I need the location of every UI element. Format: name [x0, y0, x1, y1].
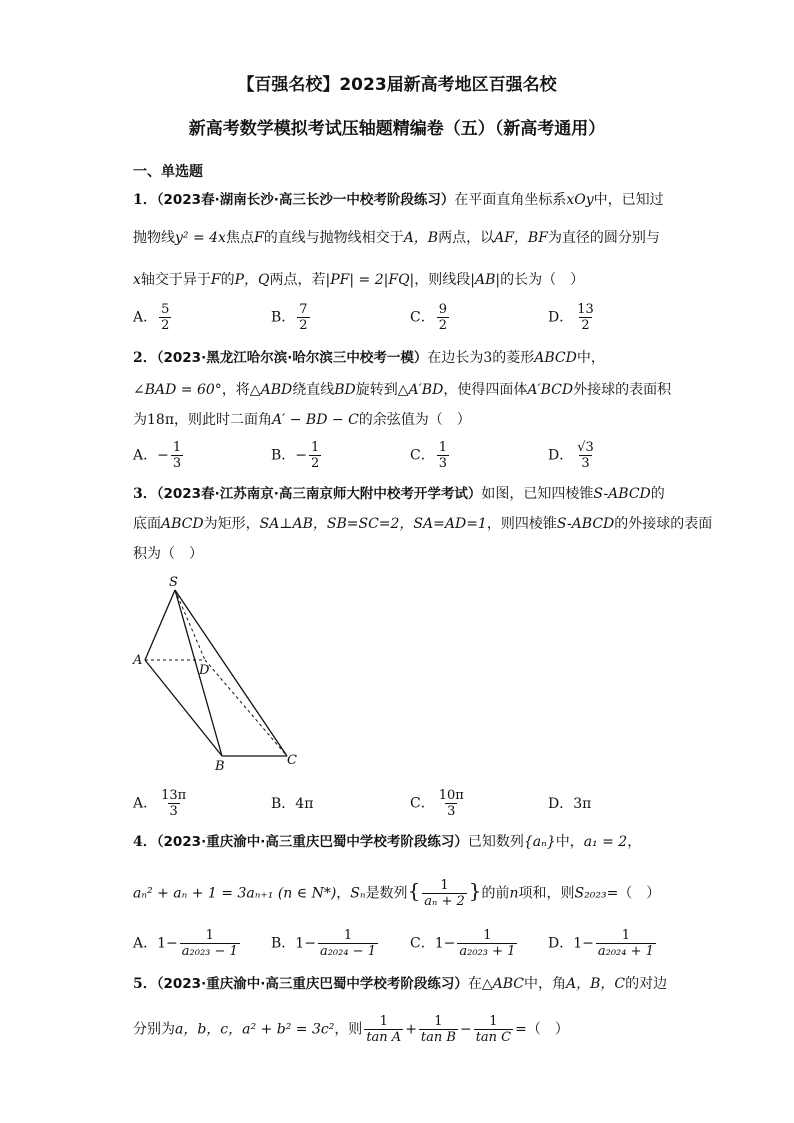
q2-math: ABCD	[534, 350, 577, 366]
fraction-denominator: aₙ + 2	[424, 894, 465, 909]
fraction-denominator: 2	[311, 456, 320, 471]
q5-fraction-c	[474, 1014, 513, 1045]
fraction-numerator: 1	[343, 928, 353, 943]
q5-text: 在△	[467, 976, 493, 992]
q2-math: A′ − BD − C	[272, 412, 359, 428]
q5-text: 中，角	[524, 976, 566, 992]
q1-option-c[interactable]	[410, 302, 451, 333]
q2-text: 为	[133, 412, 147, 428]
option-fraction	[575, 440, 596, 471]
q3-option-c[interactable]	[410, 788, 468, 819]
option-label: C．	[410, 795, 435, 812]
q2-line1	[133, 348, 605, 368]
option-fraction	[437, 440, 449, 471]
option-label: A．	[133, 447, 158, 464]
q4-text: 的前	[481, 885, 510, 902]
option-label: B．	[271, 935, 296, 952]
option-fraction	[159, 302, 171, 333]
q4-option-c[interactable]	[410, 928, 519, 959]
fraction-numerator: 1	[438, 440, 447, 455]
q2-line3	[133, 410, 471, 430]
q4-text: 项和，则	[518, 885, 575, 902]
vertex-label-S: S	[169, 575, 178, 590]
q4-math: n	[509, 885, 519, 902]
q1-line1	[133, 190, 664, 210]
q1-math: |AB|	[470, 272, 501, 288]
fraction-denominator: 2	[299, 318, 308, 333]
option-label: C．	[410, 935, 435, 952]
q2-line2	[133, 380, 671, 400]
q4-math: Sₙ	[350, 885, 366, 902]
q5-math: a² + b² = 3c²	[242, 1021, 335, 1038]
q3-math: S-ABCD	[593, 486, 651, 502]
fraction-denominator: tan A	[366, 1030, 402, 1045]
q2-text: 的菱形	[492, 350, 535, 366]
option-label: B．	[271, 309, 296, 326]
fraction-denominator: 3	[172, 456, 182, 471]
vertex-label-A: A	[133, 653, 143, 668]
q1-math: A，B	[403, 230, 439, 246]
q2-option-b[interactable]	[271, 440, 323, 471]
q5-text: 的对边	[625, 976, 668, 992]
q2-option-d[interactable]	[548, 440, 598, 471]
q1-text: 的长为（ ）	[500, 272, 585, 288]
q4-math: a₁ = 2	[583, 834, 628, 850]
q3-text: 为矩形，	[203, 516, 260, 532]
q2-text: 的余弦值为（ ）	[358, 412, 471, 428]
fraction-denominator: tan B	[420, 1030, 456, 1045]
q1-text: 中，已知过	[593, 192, 664, 208]
q2-math: ABD	[260, 382, 293, 398]
option-prefix: 1−	[434, 935, 456, 952]
q1-text: ，则线段	[414, 272, 471, 288]
option-prefix: 1−	[295, 935, 316, 952]
q5-fraction-a	[364, 1014, 403, 1045]
q2-math: 18π	[147, 412, 175, 428]
q3-line1	[133, 484, 665, 504]
fraction-denominator: 3	[169, 804, 178, 819]
plus-sign: +	[405, 1021, 417, 1038]
option-sign: −	[157, 447, 169, 464]
q5-text: ，则	[334, 1021, 363, 1038]
q1-option-a[interactable]	[133, 302, 173, 333]
option-fraction	[318, 928, 378, 959]
edge-SC	[175, 590, 287, 756]
fraction-numerator: √3	[577, 440, 594, 455]
q2-option-a[interactable]	[133, 440, 185, 471]
q1-text: 的	[220, 272, 235, 288]
brace: }	[468, 878, 482, 903]
edge-SD-hidden	[175, 590, 205, 660]
fraction-numerator: 1	[311, 440, 320, 455]
q5-math: A，B，C	[566, 976, 626, 992]
q4-math: aₙ² + aₙ + 1 = 3aₙ₊₁ (n ∈ N*)	[133, 885, 337, 902]
option-value: 4π	[295, 796, 314, 812]
q1-option-b[interactable]	[271, 302, 312, 333]
option-fraction	[309, 440, 321, 471]
fraction-numerator: 13	[577, 302, 594, 317]
option-prefix: 1−	[573, 935, 594, 952]
fraction-numerator: 9	[438, 302, 447, 317]
q3-number: 3．	[133, 486, 157, 502]
fraction-denominator: tan C	[475, 1030, 512, 1045]
q4-math: S₂₀₂₃	[574, 885, 607, 902]
q3-option-d[interactable]	[548, 794, 591, 814]
fraction-numerator: 13π	[161, 788, 187, 803]
option-label: C．	[410, 309, 435, 326]
q3-math: S-ABCD	[556, 516, 615, 532]
fraction-denominator: a₂₀₂₄ − 1	[319, 944, 376, 959]
q5-text: 分别为	[133, 1021, 175, 1038]
q4-option-a[interactable]	[133, 928, 242, 959]
q4-source: （2023·重庆渝中·高三重庆巴蜀中学校考阶段练习）	[156, 834, 468, 850]
option-value: 3π	[573, 796, 592, 812]
vertex-label-D: D	[199, 663, 210, 678]
q1-text: 轴交于异于	[140, 272, 211, 288]
q4-option-d[interactable]	[548, 928, 658, 959]
q4-line1	[133, 832, 641, 852]
q4-text: 是数列	[365, 885, 408, 902]
q1-text: 抛物线	[133, 230, 175, 246]
fraction-denominator: 3	[447, 804, 456, 819]
q3-source: （2023春·江苏南京·高三南京师大附中校考开学考试）	[156, 486, 482, 502]
q2-text: 外接球的表面积	[573, 382, 672, 398]
q4-fraction	[422, 878, 466, 909]
q3-math: SA⊥AB，SB=SC=2，SA=AD=1	[259, 516, 487, 532]
q4-line2	[133, 878, 660, 909]
q1-math: F	[253, 230, 264, 246]
option-label: D．	[548, 796, 574, 812]
q5-fraction-b	[419, 1014, 458, 1045]
q3-text: 如图，已知四棱锥	[481, 486, 594, 502]
q1-text: 两点，若	[269, 272, 326, 288]
q2-math: A′BD	[408, 382, 444, 398]
q3-text: 的	[650, 486, 665, 502]
q1-option-d[interactable]	[548, 302, 598, 333]
option-fraction	[297, 302, 309, 333]
q1-math: y² = 4x	[175, 230, 226, 246]
q4-math: {aₙ}	[523, 834, 556, 850]
q2-text: 在边长为	[427, 350, 484, 366]
q1-text: 两点，以	[438, 230, 495, 246]
q2-math: 3	[483, 350, 493, 366]
option-prefix: 1−	[157, 935, 178, 952]
q2-math: ∠BAD = 60°	[133, 382, 222, 398]
minus-sign: −	[459, 1021, 472, 1038]
option-label: C．	[410, 447, 435, 464]
fraction-denominator: a₂₀₂₃ + 1	[459, 944, 516, 959]
option-fraction	[575, 302, 596, 333]
section-heading: 一、单选题	[133, 164, 203, 180]
q2-option-c[interactable]	[410, 440, 451, 471]
q4-text: =（ ）	[606, 885, 661, 902]
fraction-numerator: 1	[379, 1014, 388, 1029]
q3-text: 底面	[133, 516, 161, 532]
q3-option-a[interactable]	[133, 788, 190, 819]
q3-line3: 积为（ ）	[133, 546, 203, 562]
q1-math: xOy	[566, 192, 594, 208]
q1-math: BF	[527, 230, 548, 246]
fraction-denominator: 3	[581, 456, 590, 471]
fraction-numerator: 1	[483, 928, 492, 943]
q5-line2	[133, 1014, 569, 1045]
option-label: D．	[548, 447, 574, 464]
q4-option-b[interactable]	[271, 928, 380, 959]
q4-number: 4．	[133, 834, 157, 850]
q2-source: （2023·黑龙江哈尔滨·哈尔滨三中校考一模）	[156, 350, 428, 366]
q1-source: （2023春·湖南长沙·高三长沙一中校考阶段练习）	[156, 192, 455, 208]
option-label: B．	[271, 796, 296, 812]
option-fraction	[437, 302, 449, 333]
q2-text: ，使得四面体	[443, 382, 528, 398]
pyramid-figure	[125, 574, 310, 774]
option-label: A．	[133, 795, 158, 812]
fraction-numerator: 1	[489, 1014, 498, 1029]
fraction-numerator: 1	[205, 928, 214, 943]
fraction-denominator: a₂₀₂₄ + 1	[597, 944, 654, 959]
q2-text: 旋转到△	[355, 382, 409, 398]
q1-number: 1．	[133, 192, 157, 208]
q1-math: F	[210, 272, 221, 288]
fraction-denominator: a₂₀₂₃ − 1	[181, 944, 238, 959]
q2-text: ，将△	[221, 382, 261, 398]
brace: {	[407, 878, 421, 903]
q5-math: ABC	[492, 976, 524, 992]
q3-math: ABCD	[161, 516, 204, 532]
option-label: A．	[133, 935, 158, 952]
vertex-label-B: B	[215, 759, 225, 774]
q5-number: 5．	[133, 976, 157, 992]
fraction-numerator: 7	[299, 302, 308, 317]
q4-text: ，	[627, 834, 642, 850]
q1-text: 焦点	[225, 230, 254, 246]
q5-source: （2023·重庆渝中·高三重庆巴蜀中学校考阶段练习）	[156, 976, 468, 992]
fraction-numerator: 1	[440, 878, 449, 893]
fraction-denominator: 3	[438, 456, 447, 471]
q3-text: 的外接球的表面	[614, 516, 713, 532]
option-label: A．	[133, 309, 158, 326]
edge-AB	[145, 660, 222, 756]
option-sign: −	[295, 447, 308, 464]
q4-text: 中，	[555, 834, 584, 850]
option-fraction	[457, 928, 517, 959]
q1-math: P，Q	[234, 272, 270, 288]
q2-text: 中，	[576, 350, 605, 366]
option-fraction	[180, 928, 240, 959]
q4-text: ，	[336, 885, 351, 902]
vertex-label-C: C	[287, 753, 297, 768]
fraction-numerator: 1	[621, 928, 631, 943]
q4-text: 已知数列	[467, 834, 524, 850]
page-title: 【百强名校】2023届新高考地区百强名校	[237, 75, 557, 95]
option-fraction	[159, 788, 188, 819]
q1-line3	[133, 270, 584, 290]
q2-text: ，则此时二面角	[174, 412, 273, 428]
option-label: D．	[548, 935, 574, 952]
q5-math: a，b，c，	[175, 1021, 243, 1038]
q3-option-b[interactable]	[271, 794, 313, 814]
fraction-numerator: 10π	[438, 788, 464, 803]
option-label: D．	[548, 309, 574, 326]
option-fraction	[596, 928, 656, 959]
edge-SA	[145, 590, 175, 660]
option-label: B．	[271, 447, 296, 464]
q1-line2	[133, 228, 660, 248]
q2-number: 2．	[133, 350, 157, 366]
q3-text: ，则四棱锥	[486, 516, 557, 532]
q1-text: 为直径的圆分别与	[547, 230, 660, 246]
q1-text: 的直线与抛物线相交于	[263, 230, 404, 246]
fraction-denominator: 2	[438, 318, 447, 333]
fraction-numerator: 1	[172, 440, 182, 455]
fraction-numerator: 1	[434, 1014, 443, 1029]
option-fraction	[437, 788, 466, 819]
fraction-denominator: 2	[581, 318, 590, 333]
q2-text: 绕直线	[292, 382, 335, 398]
q5-line1	[133, 974, 667, 994]
q1-math: |PF| = 2|FQ|	[325, 272, 415, 288]
fraction-denominator: 2	[161, 318, 170, 333]
q3-line2	[133, 514, 712, 534]
page-subtitle: 新高考数学模拟考试压轴题精编卷（五）（新高考通用）	[188, 119, 606, 139]
q1-text: 在平面直角坐标系	[454, 192, 567, 208]
q1-math: x	[133, 272, 141, 288]
q2-math: A′BCD	[527, 382, 574, 398]
q2-math: BD	[334, 382, 356, 398]
fraction-numerator: 5	[161, 302, 170, 317]
q1-math: AF，	[494, 230, 528, 246]
q5-text: =（ ）	[515, 1021, 569, 1038]
option-fraction	[171, 440, 183, 471]
